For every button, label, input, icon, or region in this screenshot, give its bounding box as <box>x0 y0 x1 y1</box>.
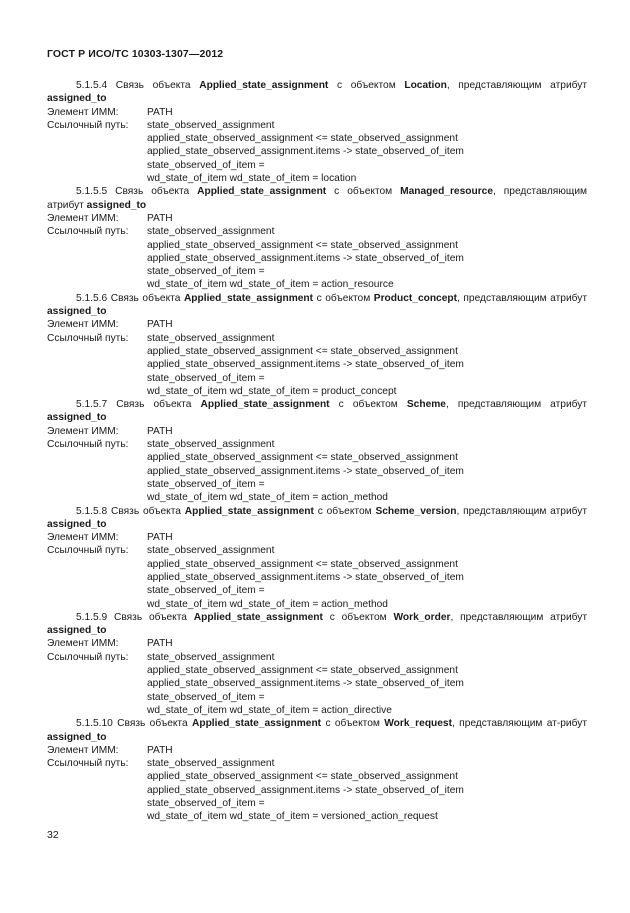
heading-text: с объектом <box>313 292 374 304</box>
section-heading <box>47 398 587 425</box>
row-value: PATH <box>147 319 173 331</box>
mapping-section <box>47 292 587 398</box>
row-value: state_observed_assignment <box>147 758 275 770</box>
path-row <box>47 598 587 611</box>
row-label: Ссылочный путь: <box>47 119 129 131</box>
mapping-section <box>47 505 587 611</box>
heading-term: Scheme_version <box>375 505 457 517</box>
row-value: PATH <box>147 744 173 756</box>
heading-term: assigned_to <box>47 306 107 318</box>
path-row <box>47 358 587 371</box>
row-value: wd_state_of_item wd_state_of_item = versioned_action_request <box>147 811 438 823</box>
heading-term: Applied_state_assignment <box>197 186 327 198</box>
row-value: state_observed_of_item = <box>147 372 265 384</box>
element-row <box>47 425 587 438</box>
row-value: state_observed_of_item = <box>147 478 265 490</box>
path-row <box>47 159 587 172</box>
heading-term: Applied_state_assignment <box>199 80 329 91</box>
heading-text: 5.1.5.8 Связь объекта <box>76 505 185 517</box>
row-value: PATH <box>147 212 173 224</box>
row-value: wd_state_of_item wd_state_of_item = action_method <box>147 492 388 504</box>
heading-text: с объектом <box>322 611 394 623</box>
path-row <box>47 571 587 584</box>
heading-term: assigned_to <box>47 518 107 530</box>
row-label: Элемент ИММ: <box>47 106 119 118</box>
heading-term: assigned_to <box>47 93 107 105</box>
row-value: wd_state_of_item wd_state_of_item = action_resource <box>147 279 394 291</box>
path-row <box>47 172 587 185</box>
section-heading <box>47 717 587 744</box>
path-row <box>47 332 587 345</box>
row-value: applied_state_observed_assignment <= state_observed_assignment <box>147 345 458 357</box>
heading-text: 5.1.5.6 Связь объекта <box>76 292 184 304</box>
heading-term: Scheme <box>406 399 446 411</box>
row-value: state_observed_of_item = <box>147 266 265 278</box>
section-heading <box>47 611 587 638</box>
section-heading <box>47 79 587 106</box>
path-row <box>47 345 587 358</box>
heading-text: с объектом <box>321 718 385 730</box>
heading-text: , представляющим атрибут <box>445 399 588 411</box>
heading-term: Work_request <box>384 718 452 730</box>
row-label: Элемент ИММ: <box>47 425 119 437</box>
path-row <box>47 704 587 717</box>
row-value: PATH <box>147 638 173 650</box>
path-row <box>47 651 587 664</box>
heading-term: Location <box>404 80 447 91</box>
row-value: state_observed_of_item = <box>147 585 265 597</box>
heading-term: Work_order <box>393 611 451 623</box>
heading-term: Applied_state_assignment <box>193 611 323 623</box>
row-value: state_observed_of_item = <box>147 691 265 703</box>
path-row <box>47 544 587 557</box>
row-value: PATH <box>147 425 173 437</box>
row-value: applied_state_observed_assignment <= state_observed_assignment <box>147 452 458 464</box>
heading-text: , представляющим атрибут <box>457 292 588 304</box>
row-value: state_observed_of_item = <box>147 798 265 810</box>
path-row <box>47 677 587 690</box>
heading-term: assigned_to <box>47 412 107 424</box>
row-value: wd_state_of_item wd_state_of_item = location <box>147 173 357 185</box>
path-row <box>47 784 587 797</box>
path-row <box>47 558 587 571</box>
section-heading <box>47 292 587 319</box>
heading-term: Product_concept <box>373 292 458 304</box>
path-row <box>47 438 587 451</box>
heading-text: , представляющим атрибут <box>450 611 588 623</box>
row-value: applied_state_observed_assignment.items -> state_observed_of_item <box>147 571 464 583</box>
heading-term: assigned_to <box>47 731 107 743</box>
path-row <box>47 810 587 823</box>
heading-term: assigned_to <box>86 199 147 211</box>
mapping-section <box>47 185 587 291</box>
path-row <box>47 584 587 597</box>
row-value: state_observed_of_item = <box>147 159 265 171</box>
row-label: Ссылочный путь: <box>47 651 129 663</box>
path-row <box>47 770 587 783</box>
row-value: applied_state_observed_assignment <= state_observed_assignment <box>147 771 458 783</box>
mapping-sections <box>47 79 587 824</box>
heading-text: , представляющим ат-рибут <box>452 718 587 730</box>
row-label: Ссылочный путь: <box>47 758 129 770</box>
element-row <box>47 744 587 757</box>
row-value: applied_state_observed_assignment.items -> state_observed_of_item <box>147 146 464 158</box>
heading-term: Applied_state_assignment <box>200 399 330 411</box>
row-label: Элемент ИММ: <box>47 532 119 544</box>
row-label: Элемент ИММ: <box>47 319 119 331</box>
mapping-section <box>47 398 587 504</box>
row-value: applied_state_observed_assignment <= state_observed_assignment <box>147 665 458 677</box>
heading-text: 5.1.5.9 Связь объекта <box>76 611 194 623</box>
row-value: applied_state_observed_assignment.items -> state_observed_of_item <box>147 359 464 371</box>
heading-text: , представляющим атрибут <box>446 80 588 91</box>
heading-term: Applied_state_assignment <box>184 505 314 517</box>
path-row <box>47 757 587 770</box>
row-value: state_observed_assignment <box>147 332 275 344</box>
element-row <box>47 106 587 119</box>
heading-text: с объектом <box>328 80 405 91</box>
heading-text: , представляющим атрибут <box>456 505 587 517</box>
row-value: applied_state_observed_assignment.items -> state_observed_of_item <box>147 465 464 477</box>
path-row <box>47 385 587 398</box>
heading-term: Applied_state_assignment <box>183 292 314 304</box>
element-row <box>47 318 587 331</box>
heading-term: Managed_resource <box>400 186 493 198</box>
path-row <box>47 491 587 504</box>
row-value: state_observed_assignment <box>147 119 275 131</box>
row-value: applied_state_observed_assignment.items -> state_observed_of_item <box>147 678 464 690</box>
path-row <box>47 132 587 145</box>
heading-term: assigned_to <box>47 625 107 637</box>
heading-term: Applied_state_assignment <box>192 718 322 730</box>
row-label: Ссылочный путь: <box>47 545 129 557</box>
heading-text: с объектом <box>329 399 407 411</box>
row-value: applied_state_observed_assignment <= state_observed_assignment <box>147 133 458 145</box>
path-row <box>47 278 587 291</box>
row-label: Ссылочный путь: <box>47 439 129 451</box>
row-value: PATH <box>147 106 173 118</box>
heading-text: 5.1.5.7 Связь объекта <box>76 399 201 411</box>
path-row <box>47 252 587 265</box>
path-row <box>47 239 587 252</box>
row-value: state_observed_assignment <box>147 439 275 451</box>
row-value: state_observed_assignment <box>147 651 275 663</box>
element-row <box>47 531 587 544</box>
row-value: applied_state_observed_assignment <= state_observed_assignment <box>147 558 458 570</box>
row-value: state_observed_assignment <box>147 545 275 557</box>
path-row <box>47 478 587 491</box>
heading-text: , представляющим атрибут <box>47 186 588 211</box>
path-row <box>47 797 587 810</box>
path-row <box>47 145 587 158</box>
page-number: 32 <box>47 829 59 841</box>
mapping-section <box>47 611 587 717</box>
element-row <box>47 212 587 225</box>
path-row <box>47 664 587 677</box>
row-value: state_observed_assignment <box>147 226 275 238</box>
row-label: Элемент ИММ: <box>47 212 119 224</box>
path-row <box>47 225 587 238</box>
row-label: Ссылочный путь: <box>47 332 129 344</box>
path-row <box>47 465 587 478</box>
heading-text: 5.1.5.10 Связь объекта <box>76 718 192 730</box>
row-value: applied_state_observed_assignment.items -> state_observed_of_item <box>147 784 464 796</box>
path-row <box>47 451 587 464</box>
page-header: ГОСТ Р ИСО/ТС 10303-1307—2012 <box>47 48 224 60</box>
row-value: applied_state_observed_assignment <= state_observed_assignment <box>147 239 458 251</box>
heading-text: 5.1.5.4 Связь объекта <box>76 80 200 91</box>
mapping-section <box>47 717 587 823</box>
path-row <box>47 691 587 704</box>
row-value: PATH <box>147 532 173 544</box>
row-value: wd_state_of_item wd_state_of_item = action_directive <box>147 704 392 716</box>
heading-text: 5.1.5.5 Связь объекта <box>76 186 198 198</box>
section-heading <box>47 505 587 532</box>
heading-text: с объектом <box>326 186 401 198</box>
row-value: wd_state_of_item wd_state_of_item = product_concept <box>147 385 397 397</box>
row-label: Элемент ИММ: <box>47 638 119 650</box>
row-label: Ссылочный путь: <box>47 226 129 238</box>
path-row <box>47 372 587 385</box>
section-heading <box>47 185 587 212</box>
element-row <box>47 637 587 650</box>
row-value: applied_state_observed_assignment.items -> state_observed_of_item <box>147 252 464 264</box>
row-label: Элемент ИММ: <box>47 744 119 756</box>
row-value: wd_state_of_item wd_state_of_item = action_method <box>147 598 388 610</box>
path-row <box>47 119 587 132</box>
heading-text: с объектом <box>313 505 376 517</box>
mapping-section <box>47 79 587 185</box>
path-row <box>47 265 587 278</box>
